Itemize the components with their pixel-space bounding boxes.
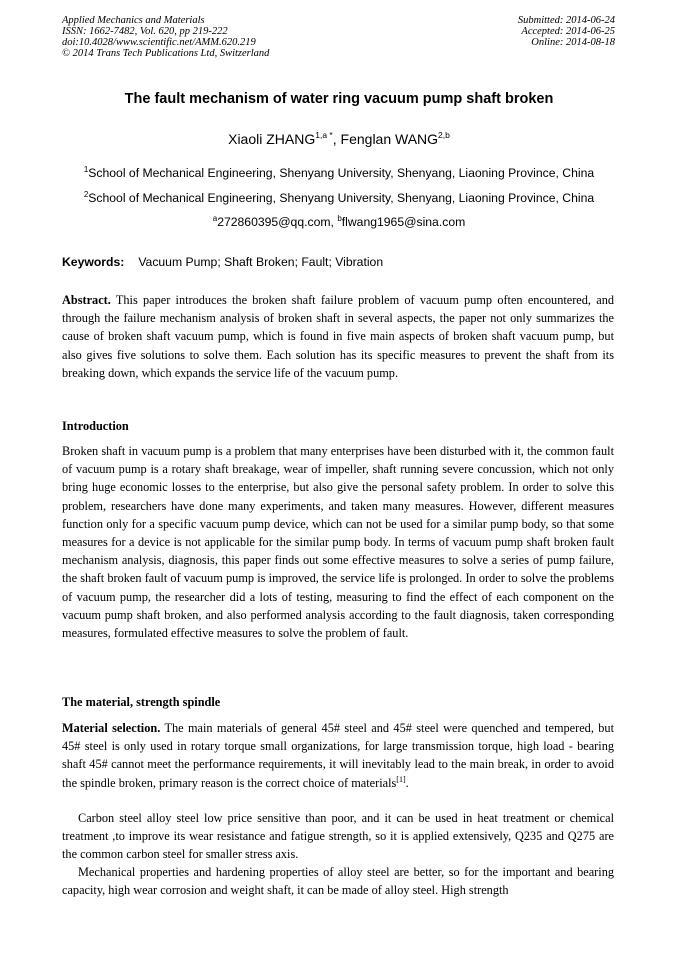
abstract-label: Abstract. xyxy=(62,293,111,307)
abstract-text: This paper introduces the broken shaft failure problem of vacuum pump often encountered, and through the failure mechanism analysis of broken shaft in several aspects, the paper not only summarizes the cause of broken shaft vacuum pump, which is found in five main aspects of broken shaft vacuum pump, but also gives five solutions to solve them. Each solution has its specific measures to prevent the shaft from its breaking down, which expands the service life of the vacuum pump. xyxy=(62,293,614,380)
affiliation-2 xyxy=(0,191,678,205)
section-heading-material: The material, strength spindle xyxy=(62,695,221,709)
author-1: Xiaoli ZHANG xyxy=(228,131,316,147)
affiliation-1-text: School of Mechanical Engineering, Shenyang University, Shenyang, Liaoning Province, China xyxy=(88,166,595,180)
email-a-sup: a xyxy=(212,214,218,223)
journal-info xyxy=(62,15,269,59)
doi: doi:10.4028/www.scientific.net/AMM.620.219 xyxy=(62,37,256,48)
email-b-sup: b xyxy=(337,214,342,223)
section-heading-introduction: Introduction xyxy=(62,419,129,433)
material-paragraph-2: Carbon steel alloy steel low price sensitive than poor, and it can be used in heat treatment or chemical treatment ,to improve its wear resistance and fatigue strength, so it is applied extensively, Q235 and Q275 are the common carbon steel for smaller stress axis. xyxy=(62,811,614,862)
online-date: Online: 2014-08-18 xyxy=(531,37,615,48)
author-2-sup: 2,b xyxy=(438,130,450,140)
material-paragraph-1 xyxy=(62,719,614,792)
dates-info xyxy=(518,15,615,48)
material-label: Material selection. xyxy=(62,721,161,735)
keywords xyxy=(62,255,383,269)
material-p1-text: The main materials of general 45# steel and 45# steel were quenched and tempered, but 45# steel is only used in rotary torque small organizations, for large transmission torque, high load - bearing shaft 45# cannot meet the performance requirements, it will inevitably lead to the main break, in order to avoid the spindle broken, primary reason is the correct choice of materials xyxy=(62,721,614,790)
keywords-list: Vacuum Pump; Shaft Broken; Fault; Vibration xyxy=(138,255,384,269)
accepted-date: Accepted: 2014-06-25 xyxy=(521,26,615,37)
affiliation-1-sup: 1 xyxy=(83,165,89,174)
paper-title: The fault mechanism of water ring vacuum pump shaft broken xyxy=(124,91,554,107)
affiliation-1 xyxy=(0,166,678,180)
copyright: © 2014 Trans Tech Publications Ltd, Switzerland xyxy=(62,48,270,59)
author-separator: , xyxy=(332,131,341,147)
abstract xyxy=(62,291,614,382)
material-paragraph-3: Mechanical properties and hardening properties of alloy steel are better, so for the important and bearing capacity, high wear corrosion and weight shaft, it can be made of alloy steel. High strength xyxy=(62,865,614,898)
citation-1: [1] xyxy=(396,774,406,784)
journal-name: Applied Mechanics and Materials xyxy=(62,15,205,26)
keywords-label: Keywords: xyxy=(62,255,125,269)
email-line xyxy=(0,215,678,229)
email-a: 272860395@qq.com, xyxy=(217,215,338,229)
submitted-date: Submitted: 2014-06-24 xyxy=(517,15,615,26)
issn: ISSN: 1662-7482, Vol. 620, pp 219-222 xyxy=(62,26,228,37)
authors-line xyxy=(0,131,678,147)
email-b: flwang1965@sina.com xyxy=(341,215,466,229)
author-2: Fenglan WANG xyxy=(340,131,439,147)
introduction-paragraph: Broken shaft in vacuum pump is a problem that many enterprises have been disturbed with it, the common fault of vacuum pump is a rotary shaft breakage, wear of impeller, shaft running severe concussion, which not only bring huge economic losses to the enterprise, but also give the personal safety problem. In order to solve this problem, researchers have done many experiments, and taken many measures. However, different measures function only for a specific vacuum pump device, which can not be used for a similar pump body, so that some measures for a device is not applicable for the similar pump body. In terms of vacuum pump shaft broken fault mechanism analysis, diagnosis, this paper finds out some effective measures to solve a series of pump failure, the shaft broken fault of vacuum pump is improved, the service life is prolonged. In order to solve the problems of vacuum pump, the researcher did a lots of testing, measuring to find the effect of each component on the vacuum pump shaft broken, and also performed analysis according to the fault diagnosis, taken corresponding measures, formulated effective measures to solve the problem of fault. xyxy=(62,444,614,641)
material-p1-end: . xyxy=(405,775,409,790)
affiliation-2-text: School of Mechanical Engineering, Shenyang University, Shenyang, Liaoning Province, China xyxy=(88,191,595,205)
author-1-sup: 1,a * xyxy=(315,130,333,140)
affiliation-2-sup: 2 xyxy=(83,190,89,199)
